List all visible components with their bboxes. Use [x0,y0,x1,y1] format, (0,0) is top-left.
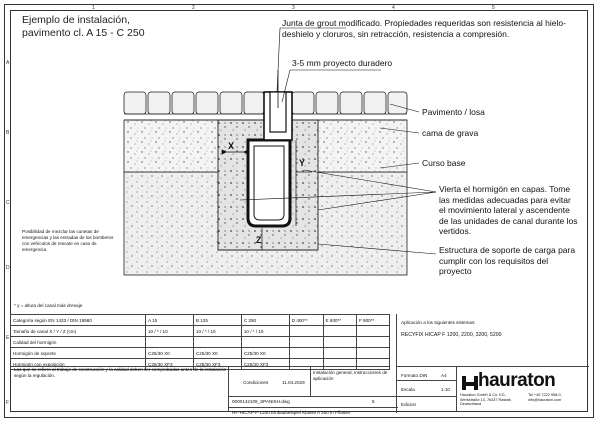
conditions-label: Condiciones [243,380,269,385]
table-cell: C25/30 XF3 [193,359,241,370]
divider [10,366,390,367]
application-systems: RECYFIX HICAP F 1200, 2200, 3200, 5200 [401,332,502,338]
title-line-1: Ejemplo de instalación, [22,14,130,26]
side-note: Posibilidad de mezclar las cunetas de emergencias y las entradas de los bomberos con vehículos de rescate en caso de emergencia. [22,229,114,252]
table-cell [356,326,389,337]
callout-gravel: cama de grava [422,128,479,138]
divider [310,366,311,396]
dimension-y-label: Y [299,158,306,168]
table-row [11,348,390,359]
divider [228,407,398,408]
table-cell [146,337,194,348]
grid-col-label: 3 [292,5,295,11]
table-cell [356,337,389,348]
title-line-2: pavimento cl. A 15 - C 250 [22,27,145,39]
callout-support: Estructura de soporte de carga para cumplir con los requisitos del proyecto [439,245,576,276]
page-number: 5 [372,399,375,404]
table-cell [323,337,356,348]
table-header-cell: Categoría según EN 1433 / DIN 19580 [11,315,146,326]
table-cell: C25/30 X0 [193,348,241,359]
table-cell: C25/30 X0 [241,348,289,359]
company-name: hauraton [478,370,556,391]
divider [396,380,456,381]
table-cell [289,348,323,359]
callout-grout: Junta de grout modificado. Propiedades requeridas son resistencia al hielo-deshielo y cloruros, sin retracción, resistencia a compresión. [282,18,566,39]
callout-concrete: Vierta el hormigón en capas. Tome las medidas adecuadas para evitar el movimiento lateral y ascendente de las unidades de canal durante los vertidos. [439,184,578,236]
table-row [11,337,390,348]
installation-label: Instalación general, instrucciones de aplicación [313,370,388,381]
table-cell [356,348,389,359]
callout-pavement: Pavimento / losa [422,107,485,117]
grid-row-label: A [6,60,10,66]
product-line: RF-HICAP-F-1200 Einbaubeispiel Klasse A 250 in Pflaster [232,410,351,415]
table-cell: C25/30 XF3 [146,359,194,370]
edition-label: Edicion [401,402,417,407]
scale-value: 1:10 [441,387,450,392]
table-header-cell: B 125 [193,315,241,326]
table-cell: Tamaño de canal X / Y / Z (cm) [11,326,146,337]
table-row [11,326,390,337]
table-cell [323,326,356,337]
format-value: A4 [441,373,447,378]
table-cell: 10 / * / 10 [241,326,289,337]
application-block [396,314,589,366]
table-header-cell: A 15 [146,315,194,326]
company-address: Hauraton GmbH & Co. KG, Werkstraße 13, 76437 Rastatt, Deutschland [460,393,512,407]
divider [456,366,457,412]
table-cell [289,326,323,337]
grid-row-label: D [6,265,10,271]
table-cell [323,348,356,359]
scale-label: Escala [401,387,415,392]
table-cell [241,337,289,348]
callout-base: Curso base [422,158,466,168]
spec-table [10,314,390,370]
table-header-cell: D 400** [289,315,323,326]
grid-col-label: 4 [392,5,395,11]
table-cell [289,359,323,370]
grid-col-label: 5 [492,5,495,11]
application-label: Aplicación a los siguientes sistemas: [401,320,476,325]
divider [228,366,229,412]
grid-row-label: E [6,335,10,341]
fine-print: Las que se refiere al trabajo de construcción y la calidad deben ser comprobadas antes de la instalación según la regulación. [14,367,227,378]
table-header-cell: F 900** [356,315,389,326]
table-header-cell: E 600** [323,315,356,326]
table-cell: Hormigón de soporte [11,348,146,359]
grid-col-label: 1 [92,5,95,11]
divider [396,396,456,397]
grid-row-label: F [6,400,10,406]
table-cell: C25/30 X0 [146,348,194,359]
callout-gap: 3-5 mm proyecto duradero [292,58,393,68]
doc-number: 0000142109_SPANISH.dwg [232,399,290,404]
table-cell [289,337,323,348]
table-cell [356,359,389,370]
table-cell: C25/30 XF3 [241,359,289,370]
table-cell [193,337,241,348]
grid-row-label: B [6,130,10,136]
table-cell: 10 / * / 10 [193,326,241,337]
table-cell: Calidad del hormigón [11,337,146,348]
table-cell [323,359,356,370]
dimension-z-label: Z [256,235,262,245]
format-label: Formato DIN [401,373,428,378]
company-contact: Tel +49 7222 958-0, info@hauraton.com [528,393,562,402]
table-cell: Hormigón con exposición [11,359,146,370]
divider [228,396,398,397]
grid-row-label: C [6,200,10,206]
table-header-cell: C 250 [241,315,289,326]
footnote: * y = altura del canal más drenaje [14,303,83,308]
table-header-row [11,315,390,326]
dimension-x-label: X [228,141,235,151]
conditions-date: 11.04.2029 [282,380,305,385]
table-cell: 10 / * / 10 [146,326,194,337]
grid-col-label: 2 [192,5,195,11]
